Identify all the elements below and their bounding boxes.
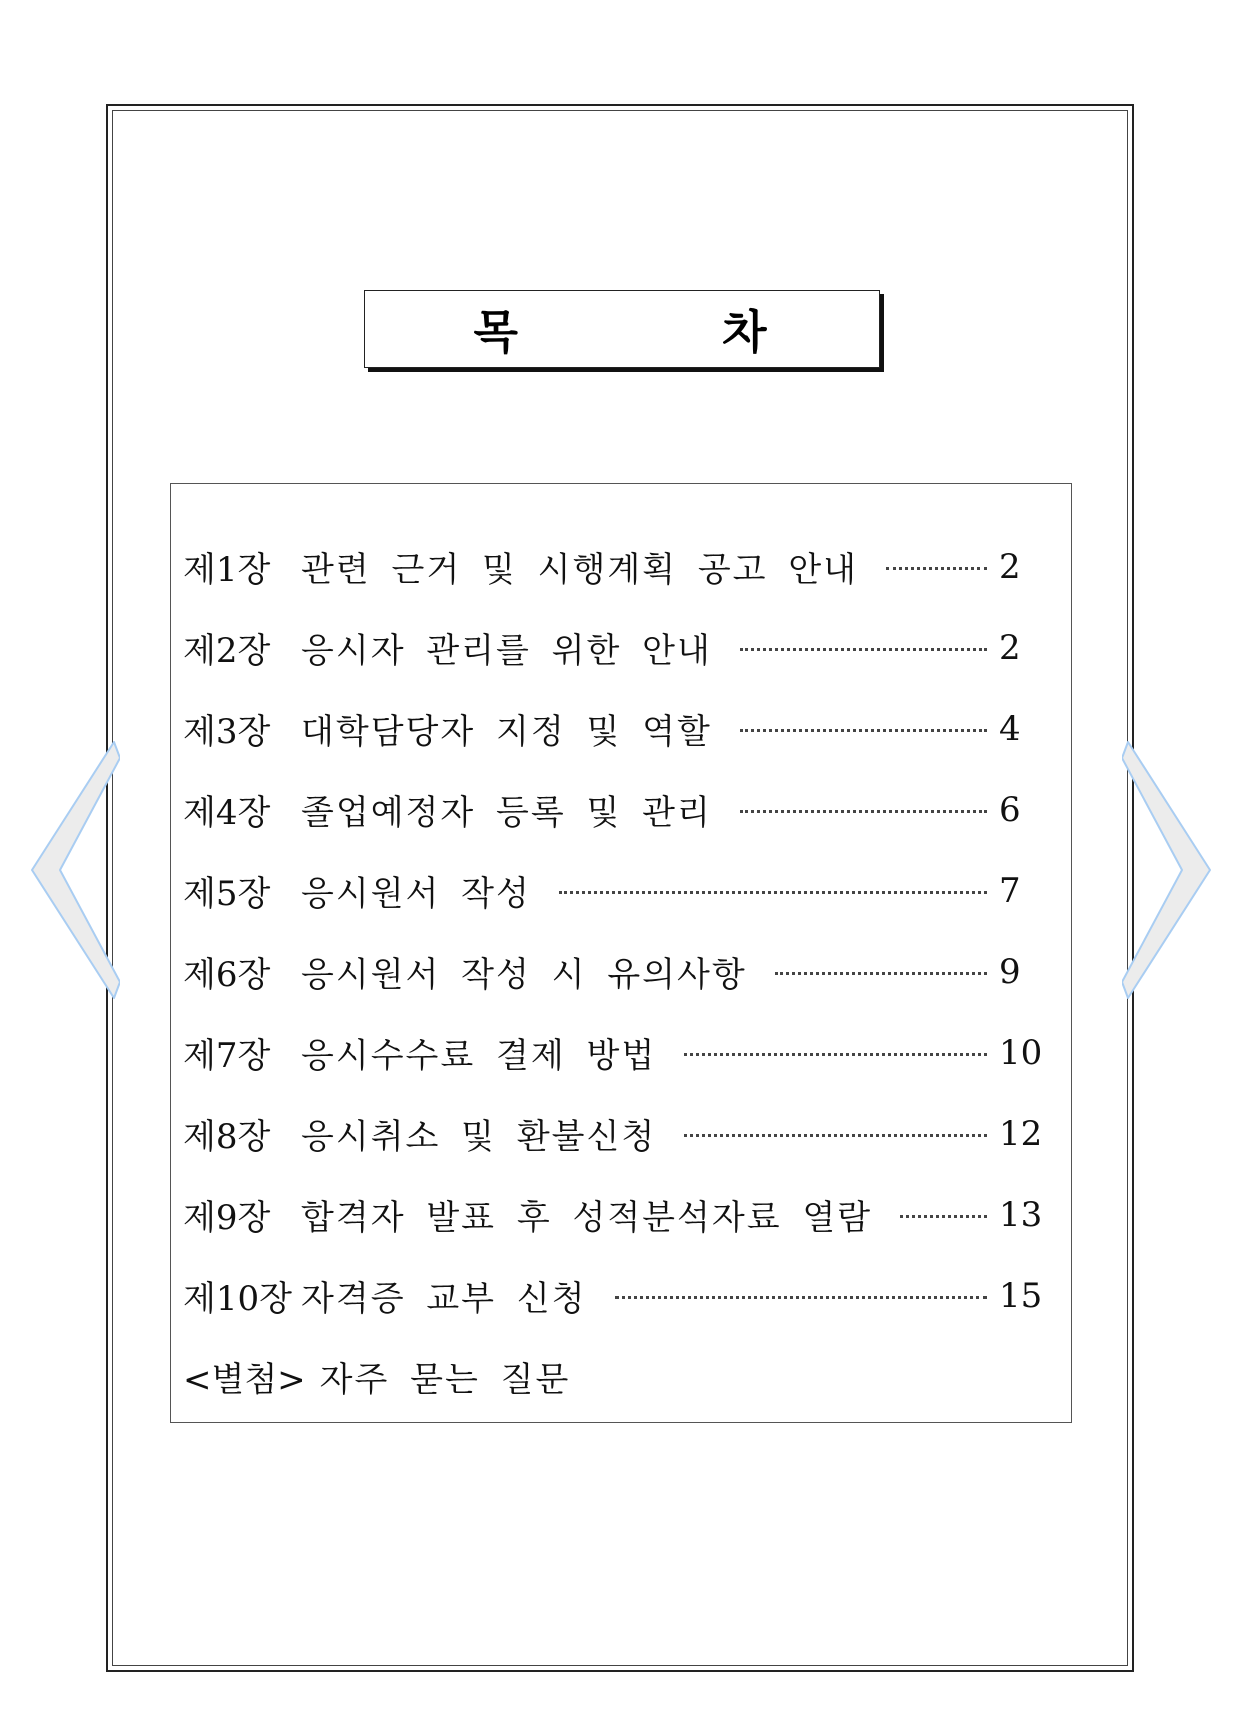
- toc-entry-8[interactable]: [183, 1093, 1051, 1174]
- toc-entry-10[interactable]: [183, 1255, 1051, 1336]
- toc-chapter-title: 응시수수료 결제 방법: [301, 1036, 657, 1076]
- toc-chapter-title: 대학담당자 지정 및 역할: [301, 712, 712, 752]
- toc-chapter-title: 응시원서 작성: [301, 874, 531, 914]
- toc-chapter-title: 합격자 발표 후 성적분석자료 열람: [301, 1198, 873, 1238]
- toc-entry-5[interactable]: [183, 850, 1051, 931]
- toc-page-number: 15: [999, 1275, 1043, 1316]
- prev-page-button[interactable]: [30, 740, 120, 1000]
- toc-chapter-label: 제6장: [183, 955, 271, 995]
- page-title: 목 차: [473, 305, 771, 359]
- next-page-button[interactable]: [1122, 740, 1212, 1000]
- toc-chapter-title: 응시자 관리를 위한 안내: [301, 631, 712, 671]
- toc-dot-leader: [775, 972, 987, 975]
- toc-entry-3[interactable]: [183, 688, 1051, 769]
- toc-page-number: 7: [999, 870, 1021, 911]
- toc-chapter-title: 관련 근거 및 시행계획 공고 안내: [301, 550, 859, 590]
- toc-entry-4[interactable]: [183, 769, 1051, 850]
- toc-dot-leader: [740, 729, 987, 732]
- toc-page-number: 6: [999, 789, 1021, 830]
- toc-list: [183, 526, 1051, 1417]
- toc-chapter-label: 제8장: [183, 1117, 271, 1157]
- toc-entry-appendix[interactable]: [183, 1336, 1051, 1417]
- toc-dot-leader: [684, 1134, 987, 1137]
- toc-chapter-label: 제2장: [183, 631, 271, 671]
- toc-dot-leader: [615, 1296, 987, 1299]
- toc-chapter-label: 제5장: [183, 874, 271, 914]
- toc-dot-leader: [684, 1053, 987, 1056]
- toc-entry-1[interactable]: [183, 526, 1051, 607]
- toc-dot-leader: [886, 567, 987, 570]
- toc-entry-7[interactable]: [183, 1012, 1051, 1093]
- toc-page-number: 9: [999, 951, 1021, 992]
- toc-chapter-title: 졸업예정자 등록 및 관리: [301, 793, 712, 833]
- toc-chapter-label: 제9장: [183, 1198, 271, 1238]
- toc-page-number: 12: [999, 1113, 1043, 1154]
- toc-chapter-label: 제10장: [183, 1279, 292, 1319]
- toc-page-number: 2: [999, 627, 1021, 668]
- toc-chapter-title: 응시취소 및 환불신청: [301, 1117, 657, 1157]
- toc-page-number: 13: [999, 1194, 1043, 1235]
- toc-page-number: 4: [999, 708, 1021, 749]
- toc-entry-9[interactable]: [183, 1174, 1051, 1255]
- chevron-right-icon: [1122, 740, 1212, 1000]
- toc-page-number: 2: [999, 546, 1021, 587]
- toc-chapter-title: 자격증 교부 신청: [301, 1279, 587, 1319]
- toc-dot-leader: [900, 1215, 987, 1218]
- toc-dot-leader: [559, 891, 987, 894]
- toc-page-number: 10: [999, 1032, 1043, 1073]
- toc-dot-leader: [740, 810, 987, 813]
- toc-appendix-title: 자주 묻는 질문: [319, 1360, 571, 1400]
- chevron-left-icon: [30, 740, 120, 1000]
- toc-chapter-label: 제1장: [183, 550, 271, 590]
- toc-appendix-label: <별첨>: [183, 1360, 306, 1400]
- table-of-contents: [170, 483, 1072, 1423]
- toc-chapter-label: 제4장: [183, 793, 271, 833]
- toc-chapter-label: 제3장: [183, 712, 271, 752]
- toc-title-box: [364, 290, 880, 368]
- toc-dot-leader: [740, 648, 987, 651]
- toc-entry-6[interactable]: [183, 931, 1051, 1012]
- toc-chapter-title: 응시원서 작성 시 유의사항: [301, 955, 747, 995]
- toc-chapter-label: 제7장: [183, 1036, 271, 1076]
- toc-entry-2[interactable]: [183, 607, 1051, 688]
